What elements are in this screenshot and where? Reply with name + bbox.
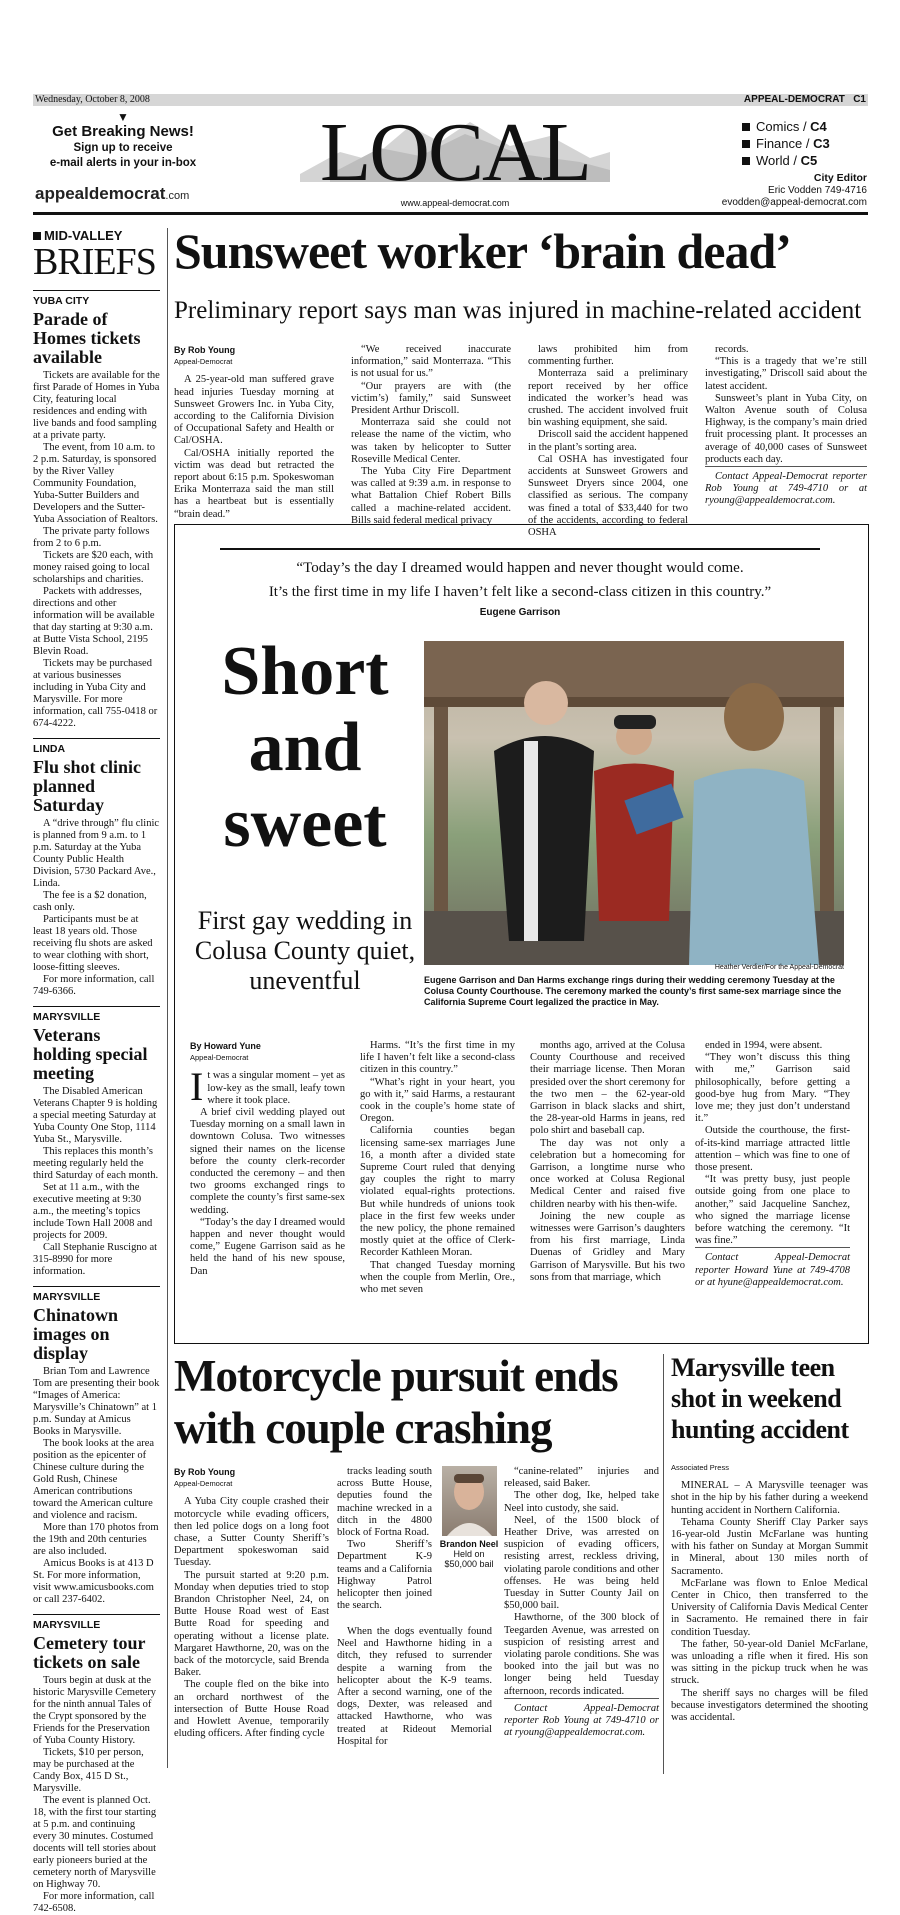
editor-title: City Editor (813, 172, 867, 184)
story-paragraph: The father, 50-year-old Daniel McFarlane, was unloading a rifle when it fired. His son was sitting in the pickup truck when he was struck. (671, 1638, 868, 1687)
brief-paragraph: More than 170 photos from the 19th and 20th centuries are also included. (33, 1522, 159, 1557)
index-item-comics[interactable]: Comics / C4 (742, 118, 830, 135)
brief-headline[interactable]: Veterans holding special meeting (33, 1025, 148, 1083)
story-paragraph: Hawthorne, of the 300 block of Teegarden Avenue, was arrested on suspicion of resisting arrest and violating parole conditions. She was booked into the jail but was no longer being held Tuesday afternoon, records indicated. (504, 1612, 659, 1697)
wedding-photo-illustration (424, 641, 844, 965)
brief-paragraph: For more information, call 742-6508. (33, 1891, 155, 1914)
brief-paragraph: Tickets may be purchased at various businesses including in Yuba City and Marysville. For more information, call 755-0418 or 674-4222. (33, 658, 158, 729)
brief-paragraph: Amicus Books is at 413 D St. For more information, visit www.amicusbooks.com or call 237-6402. (33, 1558, 154, 1605)
story-paragraph: McFarlane was flown to Enloe Medical Center in Chico, then transferred to the University of California Davis Medical Center in Sacramento. He remained there in fair condition Tuesday. (671, 1577, 868, 1638)
story-paragraph: “canine-related” injuries and released, said Baker. (504, 1466, 659, 1490)
story-paragraph: Cal/OSHA initially reported the victim was dead but retracted the report about 6:15 p.m. Spokeswoman Erika Monterraza said the man still has a heartbeat but is essentially “brain dead.” (174, 447, 334, 520)
story-paragraph: Tehama County Sheriff Clay Parker says 16-year-old Justin McFarlane was hunting with his father on Sunday at Morgan Summit in Mineral, about 130 miles north of Sacramento. (671, 1516, 868, 1577)
promo-headline: Get Breaking News! (52, 123, 194, 140)
story-paragraph: Harms. “It’s the first time in my life I haven’t felt like a second-class citizen in this country.” (360, 1040, 515, 1076)
brief-paragraph: Set at 11 a.m., with the executive meeting at 9:30 a.m., the meeting’s topics include Town Hall 2008 and projects for 2009. (33, 1182, 153, 1241)
brief-paragraph: The fee is a $2 donation, cash only. (33, 890, 147, 913)
story-headline-motorcycle[interactable]: Motorcycle pursuit ends with couple crashing (174, 1351, 618, 1453)
pull-quote-line2: It’s the first time in my life I haven’t felt like a second-class citizen in this country.” (268, 584, 772, 600)
story-paragraph: “Today’s the day I dreamed would happen and never thought would come,” Eugene Garrison said as he held the hand of his new spouse, Dan (190, 1216, 345, 1277)
story-paragraph: tracks leading south across Butte House, deputies found the machine wrecked in a ditch in the 4800 block of Fortna Road. (337, 1466, 432, 1539)
brief-headline[interactable]: Flu shot clinic planned Saturday (33, 757, 142, 815)
brief-location: MARYSVILLE (33, 1286, 160, 1303)
brief-paragraph: The Disabled American Veterans Chapter 9 is holding a special meeting Saturday at Yuba County One Stop, 1114 Yuba St., Marysville. (33, 1086, 158, 1145)
story-paragraph: Two Sheriff’s Department K-9 teams and a California Highway Patrol helicopter then joined the search. (337, 1539, 432, 1612)
story-headline-hunting[interactable]: Marysville teen shot in weekend hunting accident (671, 1353, 849, 1444)
brief-paragraph: Call Stephanie Ruscigno at 315-8990 for more information. (33, 1242, 158, 1277)
reporter-contact: Contact Appeal-Democrat reporter Rob Young at 749-4710 or at ryoung@appealdemocrat.com. (504, 1698, 659, 1740)
section-masthead (300, 104, 610, 212)
story-paragraph: “It was pretty busy, just people outside going from one place to another,” said Jacqueline Sanchez, who signed the marriage license before watching the ceremony. “It was fine.” (695, 1174, 850, 1247)
pull-quote-attribution: Eugene Garrison (479, 607, 561, 618)
pull-quote (220, 548, 820, 622)
brief-location: YUBA CITY (33, 290, 160, 307)
page-number: C1 (853, 94, 866, 105)
story-paragraph: A Yuba City couple crashed their motorcycle while evading officers, then led police dogs on a long foot chase, a Sutter County Sheriff’s Department spokeswoman said Tuesday. (174, 1496, 329, 1569)
briefs-divider (167, 228, 168, 1768)
breaking-news-promo[interactable] (33, 112, 213, 171)
brief-headline[interactable]: Cemetery tour tickets on sale (33, 1633, 146, 1672)
pull-quote-line1: “Today’s the day I dreamed would happen and never thought would come. (296, 560, 744, 576)
brief-paragraph: Tours begin at dusk at the historic Marysville Cemetery for the ninth annual Tales of the Crypt sponsored by the Friends for the Preservation of Yuba County History. (33, 1675, 157, 1746)
story-paragraph: Driscoll said the accident happened in the plant’s sorting area. (528, 429, 688, 453)
promo-line2: e-mail alerts in your in-box (49, 157, 197, 169)
brief-headline[interactable]: Parade of Homes tickets available (33, 309, 141, 367)
story-paragraph: Monterraza said she could not release the name of the victim, who was taken by helicopter to Sutter Roseville Medical Center. (351, 417, 511, 465)
reporter-contact: Contact Appeal-Democrat reporter Howard Yune at 749-4708 or at hyune@appealdemocrat.com. (695, 1247, 850, 1289)
brief-paragraph: A “drive through” flu clinic is planned from 9 a.m. to 1 p.m. Saturday at the Yuba County Public Health Division, 5730 Packard Ave., Linda. (33, 818, 160, 889)
section-index (742, 118, 830, 169)
mugshot-photo[interactable] (442, 1466, 497, 1536)
drop-cap: I (190, 1064, 204, 1110)
briefs-column (33, 230, 160, 1915)
story-paragraph: When the dogs eventually found Neel and Hawthorne hiding in a ditch, they refused to surrender despite a warning from the helicopter about the K-9 teams. After a second warning, one of the dogs, Dexter, was released and attacked Hawthorne, who was treated at Rideout Memorial Hospital for (337, 1626, 492, 1747)
masthead-rule (33, 212, 868, 215)
promo-line1: Sign up to receive (73, 142, 173, 154)
brief-paragraph: The event is planned Oct. 18, with the first tour starting at 5 p.m. and continuing every 30 minutes. Costumed docents will tell stories about early pioneers buried at the cemetery north of Marysville on Highway 70. (33, 1795, 157, 1890)
section-title: LOCAL (320, 106, 590, 199)
brief-location: MARYSVILLE (33, 1006, 160, 1023)
story-paragraph: The couple fled on the bike into an orchard northwest of the intersection of Butte House Road and Howlett Avenue, temporarily eluding officers. After finding cycle (174, 1679, 329, 1740)
byline: Associated Press (671, 1463, 729, 1472)
story-paragraph: laws prohibited him from commenting further. (528, 344, 688, 368)
bullet-square-icon (742, 157, 750, 165)
brief-paragraph: Brian Tom and Lawrence Tom are presenting their book “Images of America: Marysville’s Chinatown” at 1 p.m. Sunday at Amicus Books in Marysville. (33, 1366, 160, 1437)
story-paragraph: Monterraza said a preliminary report received by her office indicated the worker’s head was crushed. The accident involved fruit bin washing equipment, she said. (528, 368, 688, 429)
brief-paragraph: The event, from 10 a.m. to 2 p.m. Saturday, is sponsored by the River Valley Community Foundation, Yuba-Sutter Builders and Developers and the Sutter-Yuba Association of Realtors. (33, 442, 158, 525)
down-arrow-icon: ▼ (117, 110, 129, 124)
brief-paragraph: For more information, call 749-6366. (33, 974, 155, 997)
brief-chinatown-images (33, 1286, 160, 1606)
story-paragraph: It was a singular moment – yet as low-key as the small, leafy town where it took place. (190, 1064, 345, 1110)
bullet-square-icon (742, 140, 750, 148)
briefs-title: BRIEFS (33, 241, 156, 283)
story-paragraph: Sunsweet’s plant in Yuba City, on Walton Avenue south of Colusa Highway, is the company’s main dried fruit processing plant. It processes an average of 40,000 cases of Sunsweet products each day. (705, 392, 867, 465)
story-paragraph: The pursuit started at 9:20 p.m. Monday when deputies tried to stop Brandon Christopher Neel, 24, on Butte House Road west of East Butte Road for speeding and operating without a license plate. Margaret Hawthorne, 20, was on the back of the motorcycle, said Brenda Baker. (174, 1569, 329, 1679)
photo-caption: Eugene Garrison and Dan Harms exchange rings during their wedding ceremony Tuesday at the Colusa County Courthouse. The ceremony marked the county’s first same-sex marriage since the California Supreme Court legalized the practice in May. (424, 975, 842, 1007)
story-paragraph: Joining the new couple as witnesses were Garrison’s daughters from his first marriage, Linda Duenas of Gridley and Mary Garrison of Marysville. But his two sons from that marriage, which (530, 1210, 685, 1283)
story-paragraph: “Our prayers are with (the victim’s) family,” said Sunsweet President Arthur Driscoll. (351, 380, 511, 417)
index-item-world[interactable]: World / C5 (742, 152, 830, 169)
editor-phone: Eric Vodden 749-4716 (768, 185, 867, 196)
brief-paragraph: Participants must be at least 18 years old. Those receiving flu shots are asked to wear clothing with short, loose-fitting sleeves. (33, 914, 153, 973)
story-paragraph: “What’s right in your heart, you go with it,” said Harms, a restaurant cook in the couple’s home state of Oregon. (360, 1076, 515, 1125)
feature-headline[interactable]: Short and sweet (221, 633, 389, 862)
brief-paragraph: Packets with addresses, directions and other information will be available that day starting at 9:30 a.m. at Butte Vista School, 2195 Blevin Road. (33, 586, 155, 657)
publication-name: APPEAL-DEMOCRAT C1 (743, 94, 866, 105)
brief-veterans-meeting (33, 1006, 160, 1278)
story-paragraph: “This is a tragedy that we’re still investigating,” Driscoll said about the latest accident. (705, 356, 867, 392)
story-paragraph: The day was not only a celebration but a homecoming for Garrison, a longtime nurse who once worked at Colusa Regional Medical Center and raised five children nearby with his then-wife. (530, 1137, 685, 1210)
story-paragraph: The Yuba City Fire Department was called at 9:39 a.m. in response to what Battalion Chief Robert Bills called a machine-related accident. Bills said federal medical privacy (351, 466, 511, 526)
story-paragraph: “They won’t discuss this thing with me,” Garrison said philosophically, before getting a good-bye hug from Mary. “They love me; they just don’t understand it.” (695, 1052, 850, 1125)
story-headline-sunsweet[interactable]: Sunsweet worker ‘brain dead’ (174, 223, 791, 279)
wedding-photo[interactable] (424, 641, 844, 965)
photo-credit: Heather Verdier/For the Appeal-Democrat (714, 964, 844, 971)
story-paragraph: The sheriff says no charges will be filed because investigators determined the shooting was accidental. (671, 1687, 868, 1724)
story-body-sunsweet (174, 344, 867, 539)
story-paragraph: A brief civil wedding played out Tuesday morning on a small lawn in downtown Colusa. Two witnesses signed their names on the license before the county clerk-recorder conducted the ceremony – and then two grooms exchanged rings to complete the county’s first same-sex wedding. (190, 1107, 345, 1216)
byline: By Howard Yune Appeal-Democrat (190, 1041, 261, 1063)
brief-paragraph: Tickets are $20 each, with money raised going to local scholarships and charities. (33, 550, 154, 585)
story-paragraph: A 25-year-old man suffered grave head injuries Tuesday morning at Sunsweet Growers Inc. in Yuba City, according to the California Division of Occupational Safety and Health or Cal/OSHA. (174, 374, 334, 447)
feature-deck: First gay wedding in Colusa County quiet, uneventful (194, 906, 416, 995)
story-paragraph: ended in 1994, were absent. (705, 1040, 823, 1051)
bullet-square-icon (742, 123, 750, 131)
reporter-contact: Contact Appeal-Democrat reporter Rob Young at 749-4710 or at ryoung@appealdemocrat.com. (705, 466, 867, 508)
site-url[interactable]: www.appeal-democrat.com (400, 198, 510, 208)
person-portrait-icon (442, 1466, 497, 1536)
story-body-hunting (671, 1462, 868, 1772)
story-paragraph: The other dog, Ike, helped take Neel into custody, she said. (504, 1490, 659, 1514)
brief-location: MARYSVILLE (33, 1614, 160, 1631)
story-paragraph: Outside the courthouse, the first-of-its-kind marriage attracted little attention – which was fine to one of those present. (695, 1125, 850, 1174)
bullet-square-icon (33, 232, 41, 240)
brief-location: LINDA (33, 738, 160, 755)
issue-date: Wednesday, October 8, 2008 (35, 94, 150, 105)
story-paragraph: “We received inaccurate information,” said Monterraza. “This is not usual for us.” (351, 344, 511, 380)
story-paragraph: MINERAL – A Marysville teenager was shot in the hip by his father during a weekend hunting accident in Northern California. (671, 1480, 868, 1516)
index-item-finance[interactable]: Finance / C3 (742, 135, 830, 152)
byline: By Rob Young Appeal-Democrat (174, 345, 236, 367)
story-paragraph: California counties began licensing same-sex marriages June 16, a month after a divided state Supreme Court ruled that denying gay couples the right to marry violated equal-rights protections. But while hundreds of unions took place in the first few weeks under the new policy, the phone remained mostly quiet at the office of Clerk-Recorder Kathleen Moran. (360, 1125, 515, 1259)
brief-paragraph: Tickets, $10 per person, may be purchased at the Candy Box, 415 D St., Marysville. (33, 1747, 144, 1794)
brief-paragraph: The book looks at the area position as the epicenter of Chinese culture during the Gold Rush, Chinese American contributions toward the American culture and violence and racism. (33, 1438, 155, 1521)
story-paragraph: records. (715, 344, 749, 355)
editor-email[interactable]: evodden@appeal-democrat.com (721, 197, 867, 208)
story-body-motorcycle (174, 1466, 659, 1776)
brief-paragraph: Tickets are available for the first Parade of Homes in Yuba City, featuring local residences and ending with live bands and food sampling at a private party. (33, 370, 160, 441)
site-logo[interactable]: appealdemocrat.com (35, 184, 190, 203)
city-editor-box (722, 172, 867, 209)
story-deck-sunsweet: Preliminary report says man was injured in machine-related accident (174, 297, 862, 324)
brief-cemetery-tour (33, 1614, 160, 1915)
brief-headline[interactable]: Chinatown images on display (33, 1305, 119, 1363)
story-paragraph: That changed Tuesday morning when the couple from Merlin, Ore., who met seven (360, 1259, 515, 1296)
story-divider (663, 1354, 664, 1774)
brief-paragraph: This replaces this month’s meeting regularly held the third Saturday of each month. (33, 1146, 159, 1181)
briefs-kicker: MID-VALLEY (33, 230, 160, 242)
story-paragraph: Cal OSHA has investigated four accidents at Sunsweet Growers and Sunsweet Dryers since 2004, one classified as serious. The company was fined a total of $33,440 for two of the accidents, according to federal OSHA (528, 453, 688, 539)
story-paragraph: months ago, arrived at the Colusa County Courthouse and received their marriage license. Then Moran presided over the short ceremony for the two men – the 62-year-old Garrison in black slacks and shirt, the 28-year-old Harms in jeans, red polo shirt and baseball cap. (530, 1040, 685, 1137)
story-paragraph: Neel, of the 1500 block of Heather Drive, was arrested on suspicion of evading officers, resisting arrest, reckless driving, violating parole conditions and other offenses. He was being held Tuesday in Sutter County Jail on $50,000 bail. (504, 1514, 659, 1612)
story-body-wedding (190, 1040, 850, 1330)
brief-paragraph: The private party follows from 2 to 6 p.m. (33, 526, 150, 549)
brief-parade-of-homes (33, 290, 160, 730)
brief-flu-clinic (33, 738, 160, 998)
byline: By Rob Young Appeal-Democrat (174, 1467, 236, 1489)
mugshot-caption: Brandon Neel Held on $50,000 bail (439, 1539, 499, 1569)
